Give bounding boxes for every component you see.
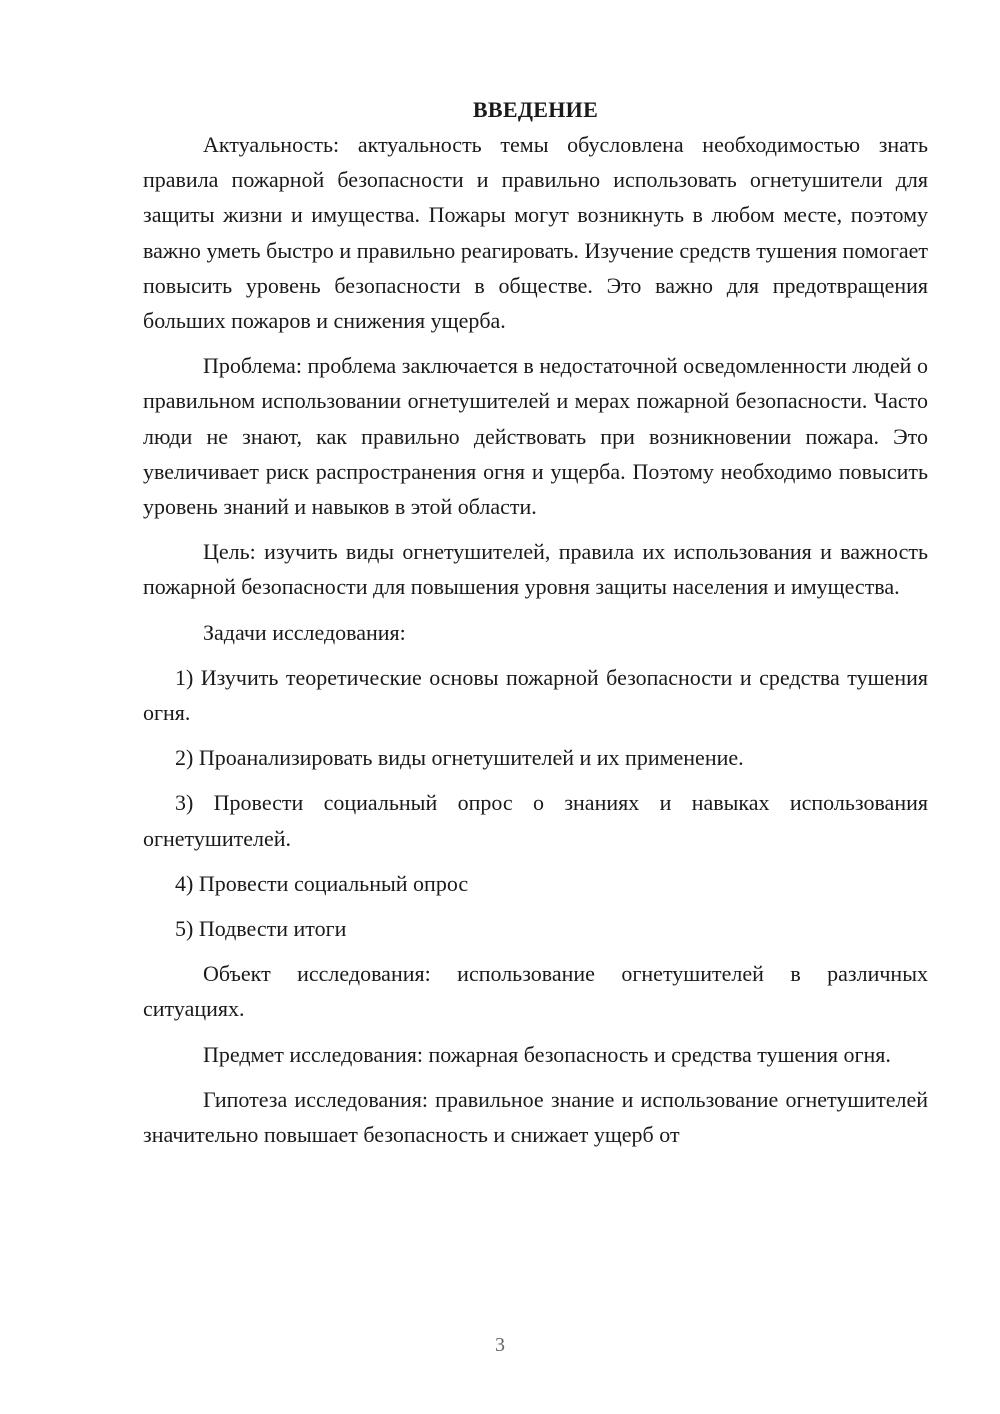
task-item: 3) Провести социальный опрос о знаниях и навыках использования огнетушителей. <box>143 790 928 851</box>
goal-paragraph: Цель: изучить виды огнетушителей, правила их использования и важность пожарной безопасности для повышения уровня защиты населения и имущества. <box>143 539 928 600</box>
document-page <box>143 92 928 1162</box>
task-item: 1) Изучить теоретические основы пожарной безопасности и средства тушения огня. <box>143 664 928 726</box>
page-number: 3 <box>495 1334 505 1356</box>
task-item: 4) Провести социальный опрос <box>175 870 469 896</box>
relevance-paragraph: Актуальность: актуальность темы обусловлена необходимостью знать правила пожарной безопасности и правильно использовать огнетушители для защиты жизни и имущества. Пожары могут возникнуть в любом месте, поэтому важно уметь быстро и правильно реагировать. Изучение средств тушения помогает повысить уровень безопасности в обществе. Это важно для предотвращения больших пожаров и снижения ущерба. <box>143 132 928 334</box>
section-title: ВВЕДЕНИЕ <box>472 97 599 122</box>
hypothesis-paragraph: Гипотеза исследования: правильное знание и использование огнетушителей значительно повышает безопасность и снижает ущерб от <box>143 1086 928 1148</box>
task-item: 5) Подвести итоги <box>175 916 347 942</box>
task-item: 2) Проанализировать виды огнетушителей и их применение. <box>175 745 744 771</box>
problem-paragraph: Проблема: проблема заключается в недостаточной осведомленности людей о правильном использовании огнетушителей и мерах пожарной безопасности. Часто люди не знают, как правильно действовать при возникновении пожара. Это увеличивает риск распространения огня и ущерба. Поэтому необходимо повысить уровень знаний и навыков в этой области. <box>143 353 928 520</box>
subject-paragraph: Предмет исследования: пожарная безопасность и средства тушения огня. <box>203 1041 891 1067</box>
tasks-heading: Задачи исследования: <box>203 619 406 645</box>
object-paragraph: Объект исследования: использование огнетушителей в различных ситуациях. <box>143 961 928 1022</box>
